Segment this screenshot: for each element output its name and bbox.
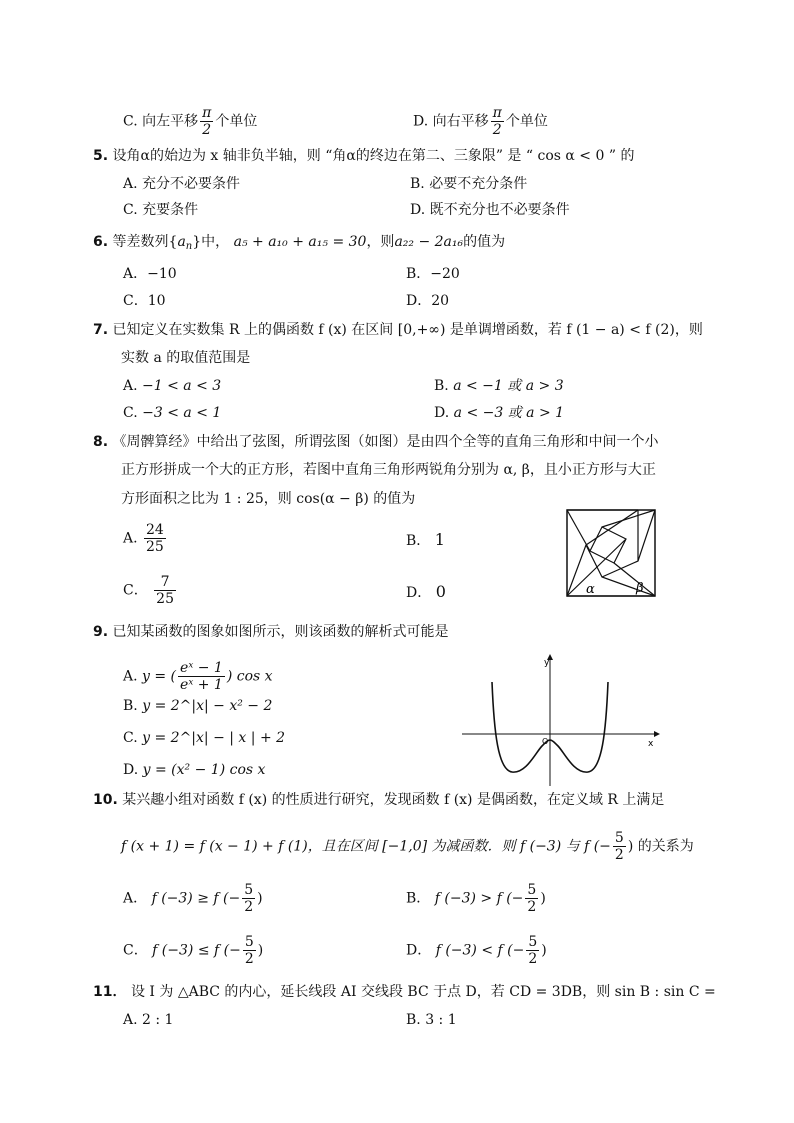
q8-option-b: B． 1 bbox=[406, 530, 445, 549]
q6-option-c: C．10 bbox=[123, 293, 166, 309]
q7-option-a: A. −1 < a < 3 bbox=[123, 378, 222, 394]
q9-option-d: D. y = (x² − 1) cos x bbox=[123, 762, 266, 778]
q7-stem-line2: 实数 a 的取值范围是 bbox=[121, 350, 251, 366]
q7-option-d: D. a < −3 或 a > 1 bbox=[434, 405, 565, 421]
q9-option-b: B. y = 2^|x| − x² − 2 bbox=[123, 698, 273, 714]
q9-option-c: C. y = 2^|x| − | x | + 2 bbox=[123, 730, 286, 746]
q10-stem-line1: 10. 某兴趣小组对函数 f (x) 的性质进行研究，发现函数 f (x) 是偶函数，在定义域 R 上满足 bbox=[93, 792, 665, 808]
alpha-label: α bbox=[586, 582, 595, 597]
q5-option-a: A. 充分不必要条件 bbox=[123, 176, 241, 192]
q8-option-a: A. $\frac{24}{25}$ bbox=[123, 522, 164, 555]
x-axis-label: x bbox=[648, 739, 654, 749]
q4-option-c: C. 向左平移 $\frac{\pi}{2}$ 个单位 bbox=[123, 105, 258, 138]
q8-stem-line1: 8. 《周髀算经》中给出了弦图，所谓弦图（如图）是由四个全等的直角三角形和中间一个小 bbox=[93, 434, 659, 450]
q11-option-b: B. 3 : 1 bbox=[406, 1012, 457, 1028]
q8-option-d: D． 0 bbox=[406, 582, 446, 601]
q7-option-b: B. a < −1 或 a > 3 bbox=[434, 378, 564, 394]
q5-stem: 5. 设角α的始边为 x 轴非负半轴，则 “角α的终边在第二、三象限” 是 “ cos α < 0 ” 的 bbox=[93, 148, 635, 164]
q10-option-c: C． f (−3) ≤ f (− $\frac{5}{2}$ ) bbox=[123, 934, 264, 967]
q8-stem-line2: 正方形拼成一个大的正方形，若图中直角三角形两锐角分别为 α, β，且小正方形与大正 bbox=[121, 462, 656, 478]
q6-option-b: B．−20 bbox=[406, 266, 460, 282]
q6-option-a: A．−10 bbox=[123, 266, 177, 282]
function-graph-figure bbox=[462, 652, 662, 787]
q5-option-c: C. 充要条件 bbox=[123, 202, 199, 218]
q10-stem-line2: f (x + 1) = f (x − 1) + f (1)，且在区间 [−1,0] 为减函数．则 f (−3) 与 f (− $\frac{5}{2}$ ) 的关系为 bbox=[121, 830, 694, 863]
q9-option-a: A. y = ( $\frac{\text{eˣ − 1}}{\text{eˣ + 1}}$ ) cos x bbox=[123, 660, 273, 693]
q11-stem: 11． 设 I 为 △ABC 的内心，延长线段 AI 交线段 BC 于点 D，若 CD = 3DB，则 sin B : sin C = bbox=[93, 984, 716, 1000]
beta-label: β bbox=[636, 581, 644, 596]
q10-option-a: A． f (−3) ≥ f (− $\frac{5}{2}$ ) bbox=[123, 882, 263, 915]
q7-stem-line1: 7. 已知定义在实数集 R 上的偶函数 f (x) 在区间 [0,+∞) 是单调增函数，若 f (1 − a) < f (2)，则 bbox=[93, 322, 703, 338]
q8-stem-line3: 方形面积之比为 1 : 25，则 cos(α − β) 的值为 bbox=[121, 491, 416, 507]
q10-option-d: D． f (−3) < f (− $\frac{5}{2}$ ) bbox=[406, 934, 547, 967]
q5-option-d: D. 既不充分也不必要条件 bbox=[410, 202, 570, 218]
origin-label: O bbox=[542, 737, 549, 746]
q7-option-c: C. −3 < a < 1 bbox=[123, 405, 222, 421]
q10-option-b: B． f (−3) > f (− $\frac{5}{2}$ ) bbox=[406, 882, 546, 915]
q11-option-a: A. 2 : 1 bbox=[123, 1012, 174, 1028]
q6-option-d: D．20 bbox=[406, 293, 450, 309]
q9-stem: 9. 已知某函数的图象如图所示，则该函数的解析式可能是 bbox=[93, 624, 449, 640]
string-diagram-figure bbox=[566, 509, 658, 599]
q8-option-c: C． $\frac{7}{25}$ bbox=[123, 574, 174, 607]
q5-option-b: B. 必要不充分条件 bbox=[410, 176, 528, 192]
q6-stem: 6. 等差数列$\{a_n\}$中， a₅ + a₁₀ + a₁₅ = 30，则a₂₂ − 2a₁₆的值为 bbox=[93, 234, 506, 252]
y-axis-label: y bbox=[544, 658, 550, 668]
q4-option-d: D. 向右平移 $\frac{\pi}{2}$ 个单位 bbox=[413, 105, 548, 138]
